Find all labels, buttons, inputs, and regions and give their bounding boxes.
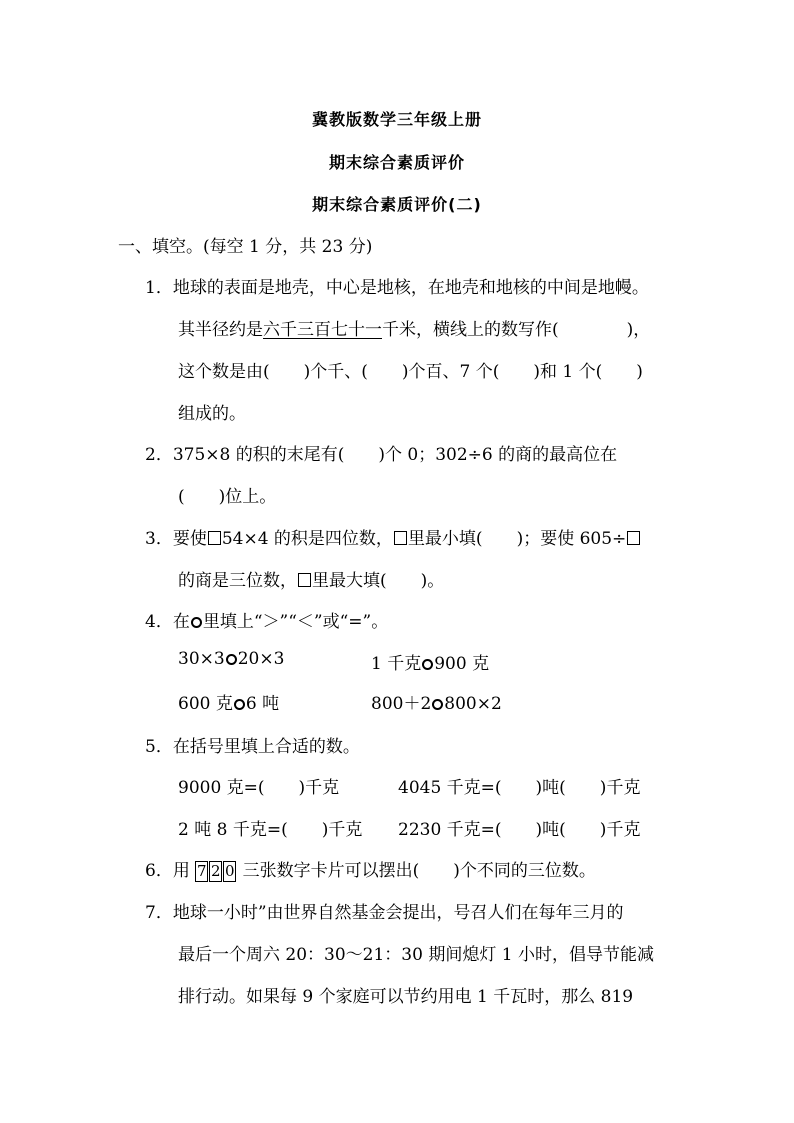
q1-line3: 这个数是由( )个千、( )个百、7 个( )和 1 个( ) (178, 362, 643, 382)
q7-line2: 最后一个周六 20：30～21：30 期间熄灯 1 小时，倡导节能减 (178, 945, 654, 965)
q3-text-a: 3．要使 (145, 529, 207, 549)
q4-text-b: 里填上“＞”“＜”或“=”。 (202, 612, 389, 632)
expr-left: 600 克 (178, 694, 233, 714)
q1-underlined-number: 六千三百七十一 (263, 320, 382, 340)
q5-line1: 5．在括号里填上合适的数。 (145, 737, 360, 757)
q3-text-d: 的商是三位数， (178, 571, 297, 591)
square-blank-icon (208, 531, 221, 545)
square-blank-icon (627, 531, 640, 545)
q1-text-b: 千米，横线上的数写作( )， (382, 320, 651, 340)
q4-expr4 (371, 689, 502, 714)
square-blank-icon (394, 531, 407, 545)
q3-text-c: 里最小填( )；要使 605÷ (407, 529, 627, 549)
page-title: 冀教版数学三年级上册 (311, 110, 482, 129)
expr-right: 900 克 (434, 654, 490, 674)
square-blank-icon (298, 573, 311, 587)
q2-line2: ( )位上。 (178, 487, 277, 507)
circle-blank-icon (226, 654, 237, 665)
q6-text-pre: 6．用 (145, 861, 190, 881)
number-card: 7 (196, 862, 207, 880)
q5-expr4: 2230 千克=( )吨( )千克 (398, 820, 641, 840)
q1-line1: 1．地球的表面是地壳，中心是地核，在地壳和地核的中间是地幔。 (145, 278, 649, 298)
q5-expr2: 4045 千克=( )吨( )千克 (398, 778, 641, 798)
q1-text-a: 其半径约是 (178, 320, 263, 340)
q4-line1 (145, 607, 388, 632)
section-heading: 一、填空。(每空 1 分，共 23 分) (118, 237, 373, 257)
expr-left: 800＋2 (371, 694, 432, 714)
q4-expr3 (178, 689, 279, 714)
number-card: 0 (224, 862, 235, 880)
q1-line2 (178, 315, 650, 340)
q3-line1 (145, 524, 641, 549)
circle-blank-icon (191, 617, 202, 628)
circle-blank-icon (234, 699, 245, 710)
q5-expr3: 2 吨 8 千克=( )千克 (178, 820, 363, 840)
q3-text-b: 54×4 的积是四位数， (221, 529, 393, 549)
expr-right: 20×3 (237, 649, 285, 669)
q6-text-post: 三张数字卡片可以摆出( )个不同的三位数。 (242, 861, 596, 881)
q6-line (145, 856, 596, 882)
q1-line4: 组成的。 (178, 404, 246, 424)
q3-text-e: 里最大填( )。 (312, 571, 445, 591)
number-card: 2 (210, 862, 221, 880)
q5-expr1: 9000 克=( )千克 (178, 778, 340, 798)
q3-line2 (178, 566, 444, 591)
q7-line3: 排行动。如果每 9 个家庭可以节约用电 1 千瓦时，那么 819 (178, 987, 634, 1007)
exam-subtitle: 期末综合素质评价 (328, 153, 465, 172)
q4-text-a: 4．在 (145, 612, 190, 632)
exam-title: 期末综合素质评价(二) (312, 195, 482, 214)
expr-left: 30×3 (178, 649, 225, 669)
q7-line1: 7．地球一小时”由世界自然基金会提出，号召人们在每年三月的 (145, 903, 624, 923)
q4-expr1 (178, 649, 284, 669)
circle-blank-icon (422, 659, 433, 670)
expr-left: 1 千克 (371, 654, 422, 674)
circle-blank-icon (432, 699, 443, 710)
expr-right: 800×2 (444, 694, 502, 714)
expr-right: 6 吨 (245, 694, 280, 714)
q4-expr2 (371, 649, 489, 674)
q2-line1: 2．375×8 的积的末尾有( )个 0；302÷6 的商的最高位在 (145, 445, 618, 465)
